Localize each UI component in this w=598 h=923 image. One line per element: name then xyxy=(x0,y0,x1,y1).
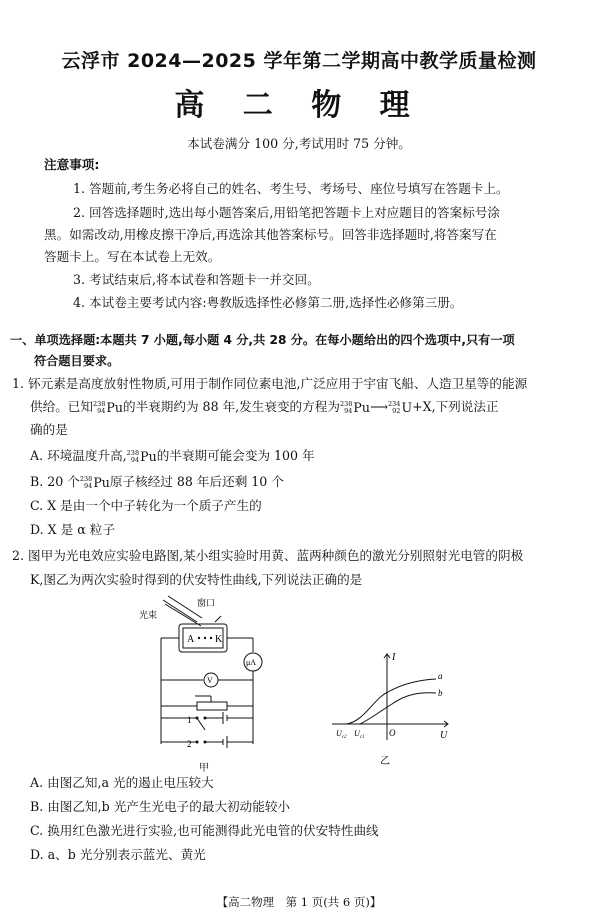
section-heading: 一、单项选择题:本题共 7 小题,每小题 4 分,共 28 分。在每小题给出的四个选项中,只有一项 xyxy=(10,333,515,347)
q1-option-b: B. 20 个 238 94 Pu原子核经过 88 年后还剩 10 个 xyxy=(30,474,284,490)
curve-a xyxy=(346,679,436,724)
notice-heading: 注意事项: xyxy=(44,157,100,172)
q2-stem: 2. 图甲为光电效应实验电路图,某小组实验时用黄、蓝两种颜色的激光分别照射光电管的阴极 xyxy=(12,548,524,563)
q2-option-d: D. a、b 光分别表示蓝光、黄光 xyxy=(30,847,206,862)
label-anode: A xyxy=(187,634,195,645)
curve-label-a: a xyxy=(438,671,443,681)
label-cathode: K xyxy=(215,634,223,645)
q1-stem-line3: 确的是 xyxy=(30,422,68,437)
q1-option-c: C. X 是由一个中子转化为一个质子产生的 xyxy=(30,498,262,513)
exam-info: 本试卷满分 100 分,考试用时 75 分钟。 xyxy=(187,136,411,151)
switch-2: 2 xyxy=(187,739,192,749)
axis-U: U xyxy=(440,730,448,741)
q1-option-d: D. X 是 α 粒子 xyxy=(30,522,115,537)
reaction-arrow: ⟶ xyxy=(369,399,389,414)
notice-item: 黑。如需改动,用橡皮擦干净后,再选涂其他答案标号。回答非选择题时,将答案写在 xyxy=(44,227,497,242)
notice-item: 3. 考试结束后,将本试卷和答题卡一并交回。 xyxy=(73,272,320,287)
q2-option-a: A. 由图乙知,a 光的遏止电压较大 xyxy=(30,775,214,790)
uc1-label: $U_{c1}$ xyxy=(354,729,365,740)
curve-b xyxy=(360,693,436,724)
page-footer: 【高二物理 第 1 页(共 6 页)】 xyxy=(216,895,382,909)
u-nuclide: 234 92 U xyxy=(388,399,413,415)
notice-item: 1. 答题前,考生务必将自己的姓名、考生号、考场号、座位号填写在答题卡上。 xyxy=(73,181,509,196)
q1-stem: 1. 钚元素是高度放射性物质,可用于制作同位素电池,广泛应用于宇宙飞船、人造卫星等的能源 xyxy=(12,376,528,391)
label-beam: 光束 xyxy=(139,610,158,620)
q1-option-a: A. 环境温度升高, 238 94 Pu的半衰期可能会变为 100 年 xyxy=(30,448,315,464)
axis-I: I xyxy=(392,652,396,663)
notice-item: 答题卡上。写在本试卷上无效。 xyxy=(44,249,221,264)
microammeter: μA xyxy=(246,658,257,667)
figure-label-jia: 甲 xyxy=(199,763,209,774)
exam-title: 云浮市 2024—2025 学年第二学期高中教学质量检测 xyxy=(61,50,537,72)
voltmeter: V xyxy=(207,676,213,685)
label-window: 窗口 xyxy=(197,598,216,608)
iv-curve-yi xyxy=(330,648,460,768)
q2-option-c: C. 换用红色激光进行实验,也可能测得此光电管的伏安特性曲线 xyxy=(30,823,379,838)
q1-stem-line2: 供给。已知 238 94 Pu的半衰期约为 88 年,发生衰变的方程为 238 94 Pu⟶ 234 92 U+X,下列说法正 xyxy=(30,397,499,418)
subject-title: 高 二 物 理 xyxy=(174,88,424,123)
section-heading-cont: 符合题目要求。 xyxy=(34,354,120,368)
notice-item: 2. 回答选择题时,选出每小题答案后,用铅笔把答题卡上对应题目的答案标号涂 xyxy=(73,205,501,220)
origin-O: O xyxy=(389,728,396,738)
pu-nuclide: 238 94 Pu xyxy=(339,399,370,415)
q2-option-b: B. 由图乙知,b 光产生光电子的最大初动能较小 xyxy=(30,799,291,814)
pu-nuclide: 238 94 Pu xyxy=(92,399,123,415)
uc2-label: $U_{c2}$ xyxy=(336,729,347,740)
switch-1: 1 xyxy=(187,715,192,725)
curve-label-b: b xyxy=(438,688,443,698)
circuit-diagram-jia xyxy=(135,592,275,774)
q2-stem-line2: K,图乙为两次实验时得到的伏安特性曲线,下列说法正确的是 xyxy=(30,572,363,587)
figure-label-yi: 乙 xyxy=(380,756,390,767)
notice-item: 4. 本试卷主要考试内容:粤教版选择性必修第二册,选择性必修第三册。 xyxy=(73,295,463,310)
